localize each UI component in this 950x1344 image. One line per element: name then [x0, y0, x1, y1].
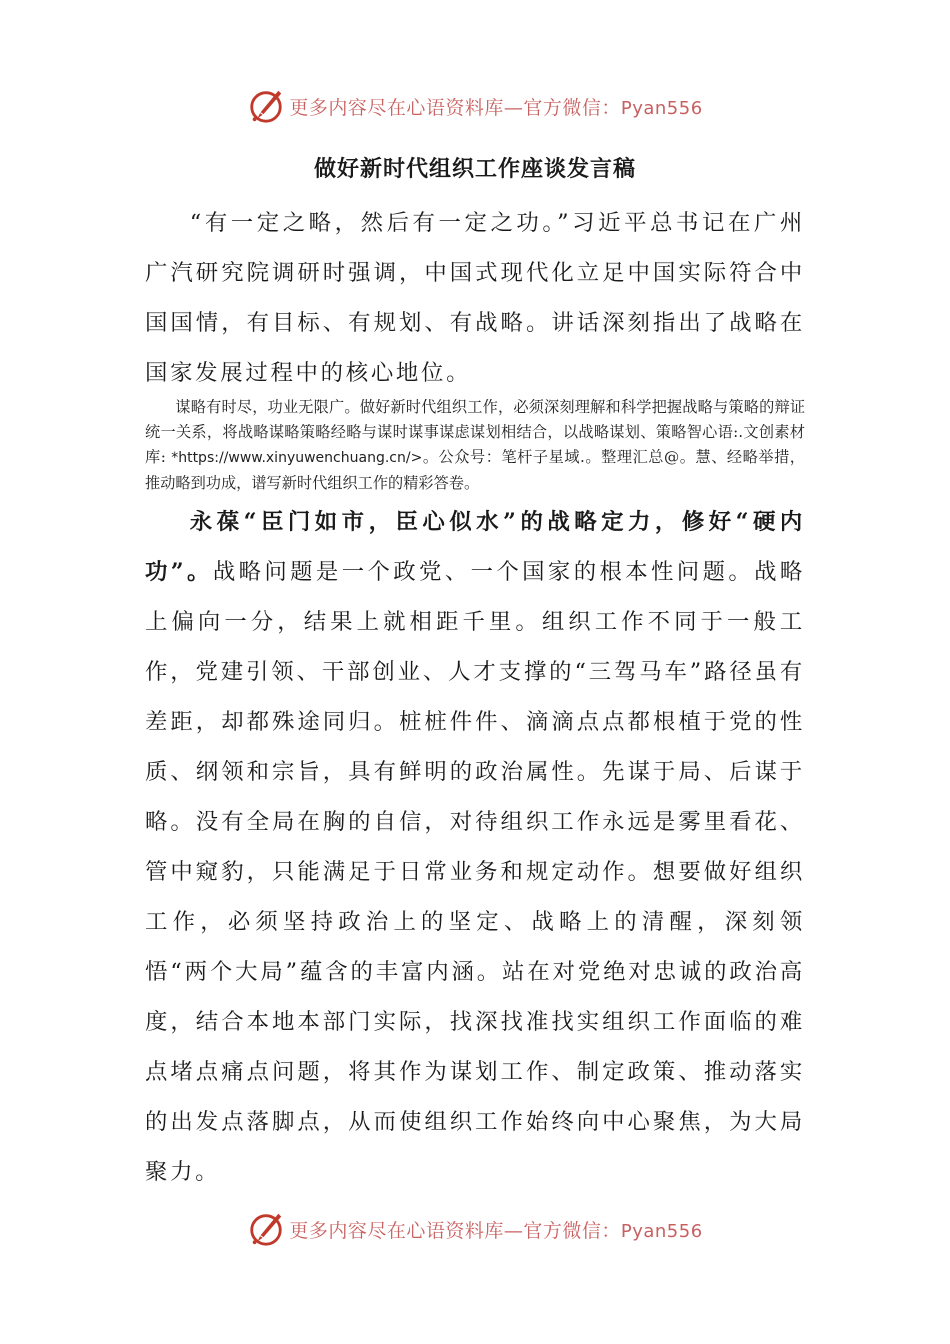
banner-text: 更多内容尽在心语资料库—官方微信：Pyan556	[289, 1219, 703, 1242]
document-title: 做好新时代组织工作座谈发言稿	[313, 156, 636, 182]
banner-text: 更多内容尽在心语资料库—官方微信：Pyan556	[289, 96, 703, 119]
inline-url: *https://www.xinyuwenchuang.cn/>	[171, 450, 423, 466]
banner-account: Pyan556	[620, 97, 703, 119]
quill-pen-logo-icon	[247, 1210, 285, 1248]
paragraph-3	[145, 497, 805, 1197]
paragraph-2: 谋略有时尽，功业无限广。做好新时代组织工作，必须深刻理解和科学把握战略与策略的辩证统一关系，将战略谋略策略经略与谋时谋事谋虑谋划相结合，以战略谋划、策略智心语:.文创素材库: *https://www.xinyuwenchuang.cn/>。公众号：笔杆子星域.。整理汇总@。慧、经略举措，推动略到功成，谱写新时代组织工作的精彩答卷。	[145, 398, 805, 492]
quill-pen-logo-icon	[247, 87, 285, 125]
banner-account: Pyan556	[620, 1220, 703, 1242]
section-body: 战略问题是一个政党、一个国家的根本性问题。战略上偏向一分，结果上就相距千里。组织工作不同于一般工作，党建引领、干部创业、人才支撑的“三驾马车”路径虽有差距，却都殊途同归。桩桩件件、滴滴点点都根植于党的性质、纲领和宗旨，具有鲜明的政治属性。先谋于局、后谋于略。没有全局在胸的自信，对待组织工作永远是雾里看花、管中窥豹，只能满足于日常业务和规定动作。想要做好组织工作，必须坚持政治上的坚定、战略上的清醒，深刻领悟“两个大局”蕴含的丰富内涵。站在对党绝对忠诚的政治高度，结合本地本部门实际，找深找准找实组织工作面临的难点堵点痛点问题，将其作为谋划工作、制定政策、推动落实的出发点落脚点，从而使组织工作始终向中心聚焦，为大局聚力。	[145, 559, 805, 1185]
section-heading: 永葆“臣门如市，臣心似水”的战略定力，修好“硬内功”。	[145, 509, 805, 585]
header-banner	[0, 86, 950, 126]
paragraph-1: “有一定之略，然后有一定之功。”习近平总书记在广州广汽研究院调研时强调，中国式现代化立足中国实际符合中国国情，有目标、有规划、有战略。讲话深刻指出了战略在国家发展过程中的核心地位。	[145, 210, 805, 386]
footer-banner	[0, 1209, 950, 1249]
